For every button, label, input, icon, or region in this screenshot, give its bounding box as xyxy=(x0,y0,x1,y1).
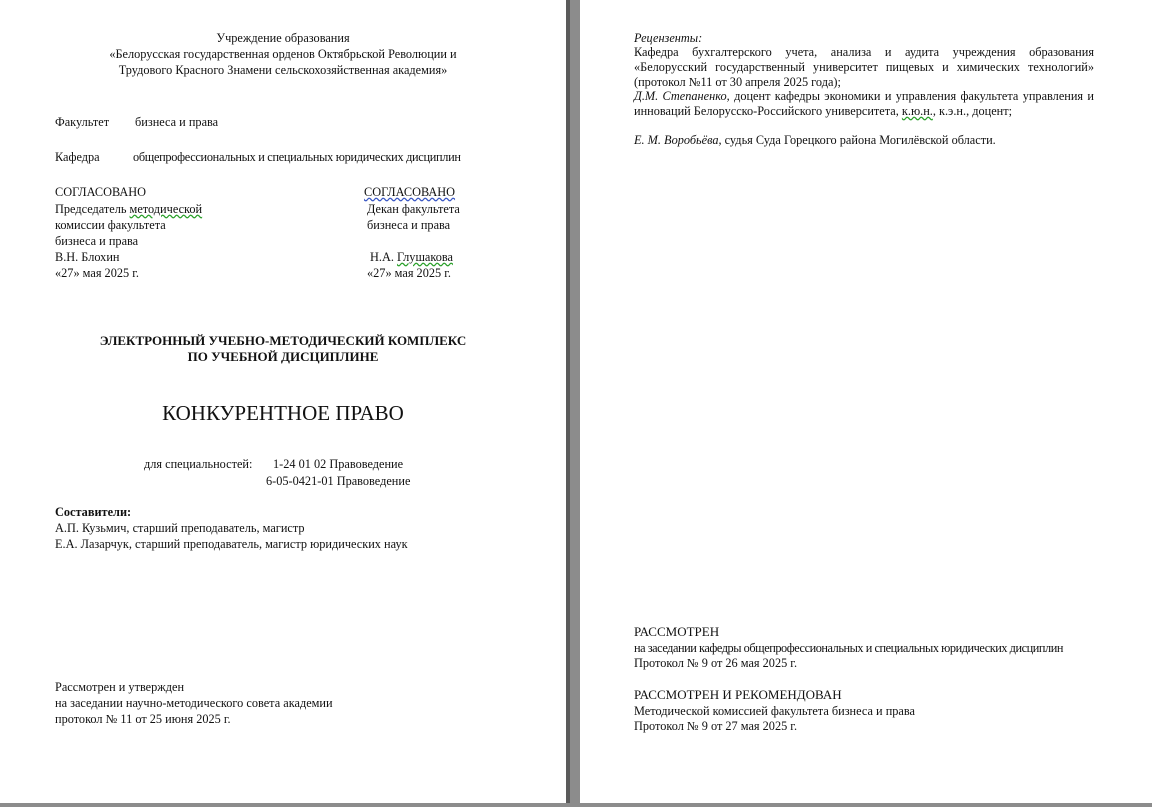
institution-line-2: «Белорусская государственная орденов Октябрьской Революции и xyxy=(109,47,457,61)
authors-heading: Составители: xyxy=(55,505,132,519)
reviewers-heading: Рецензенты: xyxy=(634,31,703,45)
approved-right-date: «27» мая 2025 г. xyxy=(367,266,451,280)
department-value: общепрофессиональных и специальных юридических дисциплин xyxy=(133,150,461,164)
considered-line-2: Протокол № 9 от 26 мая 2025 г. xyxy=(634,656,798,670)
complex-title-line-2: ПО УЧЕБНОЙ ДИСЦИПЛИНЕ xyxy=(187,349,379,364)
author-1: А.П. Кузьмич, старший преподаватель, магистр xyxy=(55,521,305,535)
recommended-heading: РАССМОТРЕН И РЕКОМЕНДОВАН xyxy=(634,687,842,702)
institution-line-1: Учреждение образования xyxy=(216,31,350,45)
approved-left-line-4: В.Н. Блохин xyxy=(55,250,120,264)
specialty-1: 1-24 01 02 Правоведение xyxy=(273,457,404,471)
approved-right-heading: СОГЛАСОВАНО xyxy=(364,185,456,199)
recommended-line-1: Методической комиссией факультета бизнеса и права xyxy=(634,704,915,718)
review-line-2: на заседании научно-методического совета академии xyxy=(55,696,333,710)
review-line-3: протокол № 11 от 25 июня 2025 г. xyxy=(55,712,231,726)
recommended-line-2: Протокол № 9 от 27 мая 2025 г. xyxy=(634,719,798,733)
approved-right-line-3: Н.А. Глушакова xyxy=(370,250,453,264)
considered-line-1: на заседании кафедры общепрофессиональных и специальных юридических дисциплин xyxy=(634,641,1063,655)
institution-line-3: Трудового Красного Знамени сельскохозяйственная академия» xyxy=(118,63,448,77)
reviewer-1: Кафедра бухгалтерского учета, анализа и аудита учреждения образования «Белорусский государственный университет пищевых и химических технологий» (протокол №11 от 30 апреля 2025 года); xyxy=(634,45,1094,89)
approved-right-line-2: бизнеса и права xyxy=(367,218,451,232)
document-page-left[interactable] xyxy=(0,0,566,803)
review-line-1: Рассмотрен и утвержден xyxy=(55,680,185,694)
page-gutter xyxy=(566,0,570,803)
author-2: Е.А. Лазарчук, старший преподаватель, магистр юридических наук xyxy=(55,537,408,551)
discipline-title: КОНКУРЕНТНОЕ ПРАВО xyxy=(162,401,404,425)
complex-title-line-1: ЭЛЕКТРОННЫЙ УЧЕБНО-МЕТОДИЧЕСКИЙ КОМПЛЕКС xyxy=(99,333,467,348)
specialties-label: для специальностей: xyxy=(144,457,253,471)
specialty-2: 6-05-0421-01 Правоведение xyxy=(266,474,411,488)
approved-right-line-1: Декан факультета xyxy=(367,202,460,216)
faculty-label: Факультет xyxy=(55,115,110,129)
considered-heading: РАССМОТРЕН xyxy=(634,624,720,639)
document-page-right[interactable] xyxy=(580,0,1152,803)
approved-left-heading: СОГЛАСОВАНО xyxy=(55,185,147,199)
department-label: Кафедра xyxy=(55,150,100,164)
approved-left-line-3: бизнеса и права xyxy=(55,234,139,248)
approved-left-line-1: Председатель методической xyxy=(55,202,203,216)
approved-left-date: «27» мая 2025 г. xyxy=(55,266,139,280)
reviewer-3: Е. М. Воробьёва, судья Суда Горецкого района Могилёвской области. xyxy=(634,133,996,147)
reviewer-2: Д.М. Степаненко, доцент кафедры экономики и управления факультета управления и инноваций Белорусско-Российского университета, к.ю.н., к.э.н., доцент; xyxy=(634,89,1095,118)
approved-left-line-2: комиссии факультета xyxy=(55,218,166,232)
faculty-value: бизнеса и права xyxy=(135,115,219,129)
